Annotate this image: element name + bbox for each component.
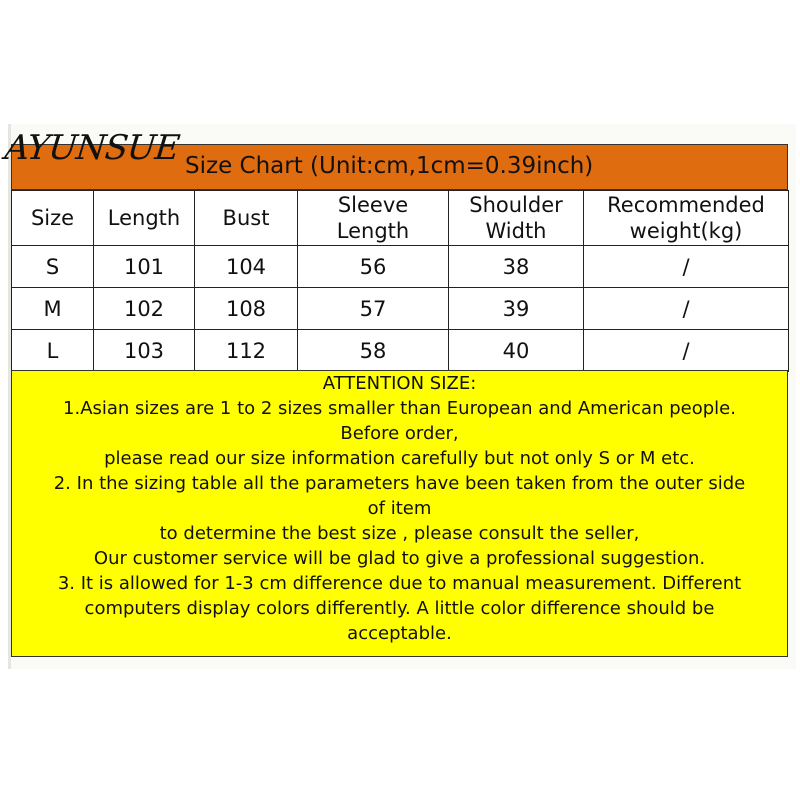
column-header xyxy=(12,191,94,246)
table-cell: / xyxy=(584,330,789,372)
note-line: 1.Asian sizes are 1 to 2 sizes smaller than European and American people. xyxy=(63,398,736,419)
table-cell: 104 xyxy=(195,246,298,288)
header-text: weight(kg) xyxy=(629,219,743,243)
header-text: Bust xyxy=(222,206,270,230)
note-line: Our customer service will be glad to give a professional suggestion. xyxy=(93,548,706,569)
table-cell: 112 xyxy=(195,330,298,372)
table-row xyxy=(12,246,789,288)
table-cell: 58 xyxy=(298,330,449,372)
note-line: computers display colors differently. A little color difference should be xyxy=(84,598,715,619)
header-text: Sleeve xyxy=(337,193,409,217)
brand-logo: AYUNSUE xyxy=(2,128,181,168)
table-cell: 39 xyxy=(449,288,584,330)
note-line: 3. It is allowed for 1-3 cm difference due to manual measurement. Different xyxy=(57,573,742,594)
table-cell: 102 xyxy=(94,288,195,330)
column-header xyxy=(94,191,195,246)
size-chart-title: Size Chart (Unit:cm,1cm=0.39inch) xyxy=(185,153,594,179)
header-text: Length xyxy=(107,206,181,230)
table-cell: 38 xyxy=(449,246,584,288)
note-line: of item xyxy=(367,498,432,519)
table-cell: S xyxy=(12,246,94,288)
note-line: 2. In the sizing table all the parameters have been taken from the outer side xyxy=(53,473,746,494)
table-cell: 57 xyxy=(298,288,449,330)
table-cell: / xyxy=(584,246,789,288)
note-line: to determine the best size , please consult the seller, xyxy=(159,523,640,544)
table-row xyxy=(12,330,789,372)
size-table xyxy=(11,190,789,372)
note-line: ATTENTION SIZE: xyxy=(322,373,477,394)
table-cell: 40 xyxy=(449,330,584,372)
table-cell: 101 xyxy=(94,246,195,288)
table-cell: 56 xyxy=(298,246,449,288)
header-text: Size xyxy=(30,206,75,230)
header-text: Shoulder xyxy=(469,193,563,217)
column-header xyxy=(449,191,584,246)
header-row xyxy=(12,191,789,246)
attention-notes xyxy=(11,370,788,657)
header-text: Width xyxy=(485,219,547,243)
table-cell: M xyxy=(12,288,94,330)
note-line: acceptable. xyxy=(347,623,452,644)
column-header xyxy=(195,191,298,246)
table-cell: L xyxy=(12,330,94,372)
table-row xyxy=(12,288,789,330)
header-text: Length xyxy=(336,219,410,243)
table-cell: 103 xyxy=(94,330,195,372)
column-header xyxy=(298,191,449,246)
table-cell: / xyxy=(584,288,789,330)
note-line: please read our size information carefully but not only S or M etc. xyxy=(104,448,695,469)
header-text: Recommended xyxy=(607,193,765,217)
note-line: Before order, xyxy=(340,423,459,444)
column-header xyxy=(584,191,789,246)
table-cell: 108 xyxy=(195,288,298,330)
